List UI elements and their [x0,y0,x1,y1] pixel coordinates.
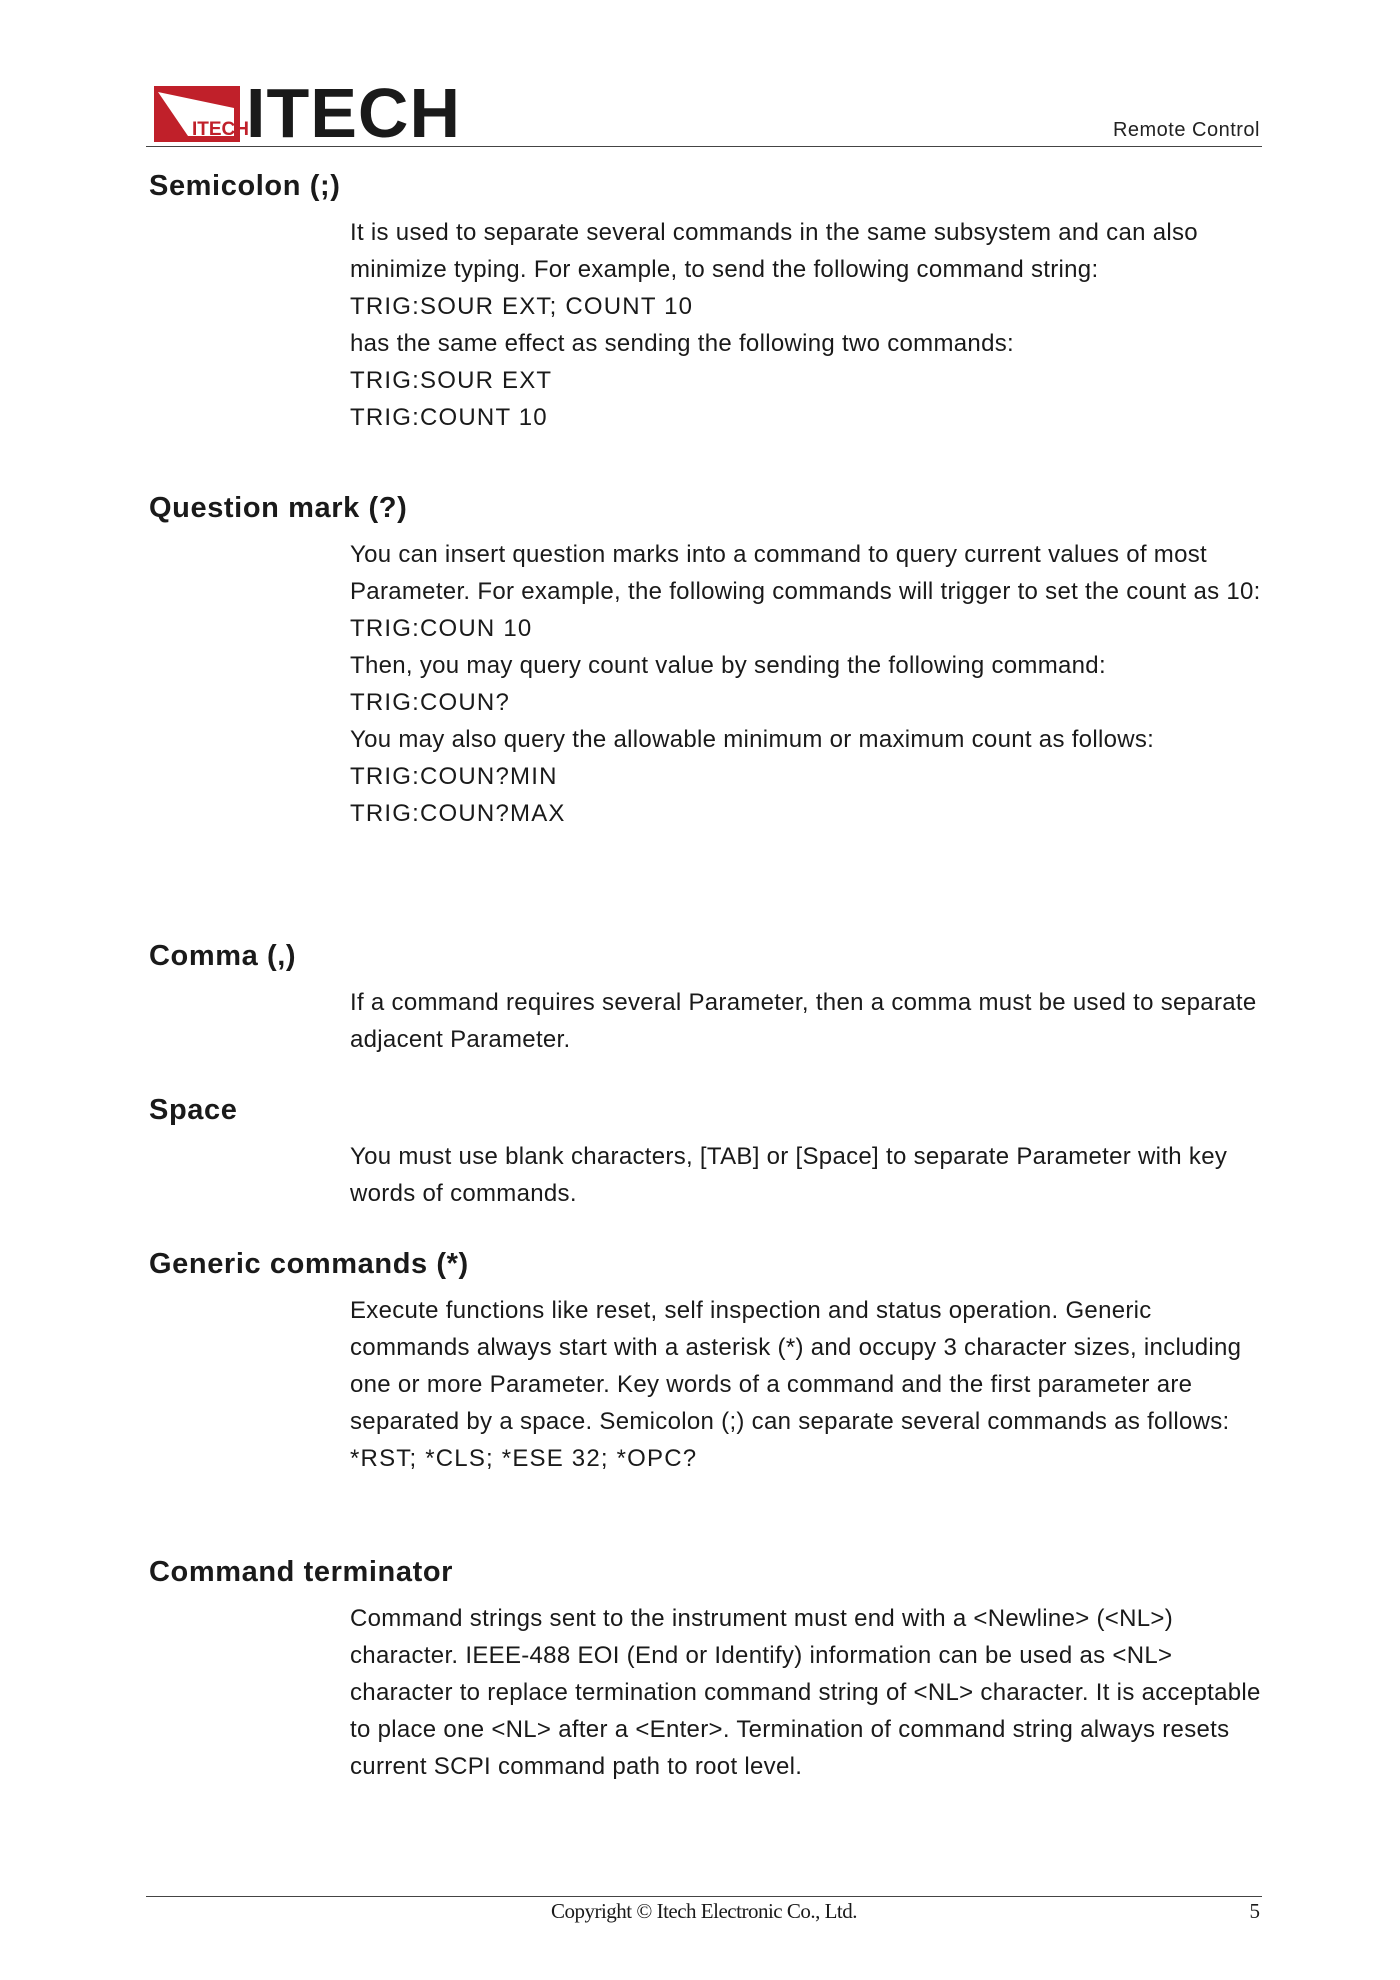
paragraph: You may also query the allowable minimum or maximum count as follows: [350,726,1155,753]
section-semicolon [149,168,1265,436]
paragraph: has the same effect as sending the following two commands: [350,330,1014,357]
code-line: TRIG:COUN?MIN [350,763,558,790]
paragraph: Execute functions like reset, self inspection and status operation. Generic commands always start with a asterisk (*) and occupy 3 character sizes, including one or more Parameter. Key words of a command and the first parameter are separated by a space. Semicolon (;) can separate several commands as follows: [350,1297,1242,1435]
section-body [350,1292,1265,1477]
code-line: TRIG:COUN 10 [350,615,533,642]
page-number: 5 [1249,1899,1260,1923]
code-line: TRIG:COUN? [350,689,511,716]
section-body [350,536,1265,832]
section-space [149,1092,1265,1212]
section-title: Semicolon (;) [149,170,341,202]
code-line: TRIG:COUNT 10 [350,404,548,431]
section-title: Command terminator [149,1556,454,1588]
paragraph: If a command requires several Parameter, then a comma must be used to separate adjacent Parameter. [350,989,1257,1053]
section-title: Question mark (?) [149,492,408,524]
code-line: TRIG:COUN?MAX [350,800,566,827]
section-body [350,214,1265,436]
code-line: *RST; *CLS; *ESE 32; *OPC? [350,1445,698,1472]
section-title: Comma (,) [149,940,297,972]
section-body [350,984,1265,1058]
page-footer [146,1896,1262,1927]
page-header [146,74,1262,152]
chapter-label: Remote Control [1112,119,1260,141]
section-title: Generic commands (*) [149,1248,469,1280]
section-title: Space [149,1094,238,1126]
code-line: TRIG:SOUR EXT; COUNT 10 [350,293,694,320]
section-comma [149,938,1265,1058]
paragraph: You must use blank characters, [TAB] or [Space] to separate Parameter with key words of commands. [350,1143,1228,1207]
svg-text:ITECH: ITECH [192,119,249,140]
code-line: TRIG:SOUR EXT [350,367,553,394]
section-body [350,1600,1265,1785]
paragraph: Then, you may query count value by sending the following command: [350,652,1106,679]
paragraph: Command strings sent to the instrument must end with a <Newline> (<NL>) character. IEEE-488 EOI (End or Identify) information can be used as <NL> character to replace termination command string of <NL> character. It is acceptable to place one <NL> after a <Enter>. Termination of command string always resets current SCPI command path to root level. [350,1605,1261,1780]
itech-logo [154,74,461,152]
section-command-terminator [149,1554,1265,1785]
copyright-text: Copyright © Itech Electronic Co., Ltd. [550,1899,858,1923]
section-question-mark [149,490,1265,832]
itech-logo-mark-icon [154,86,249,142]
paragraph: You can insert question marks into a command to query current values of most Parameter. For example, the following commands will trigger to set the count as 10: [350,541,1261,605]
paragraph: It is used to separate several commands in the same subsystem and can also minimize typing. For example, to send the following command string: [350,219,1198,283]
section-generic-commands [149,1246,1265,1477]
logo-wordmark: ITECH [246,74,461,152]
section-body [350,1138,1265,1212]
